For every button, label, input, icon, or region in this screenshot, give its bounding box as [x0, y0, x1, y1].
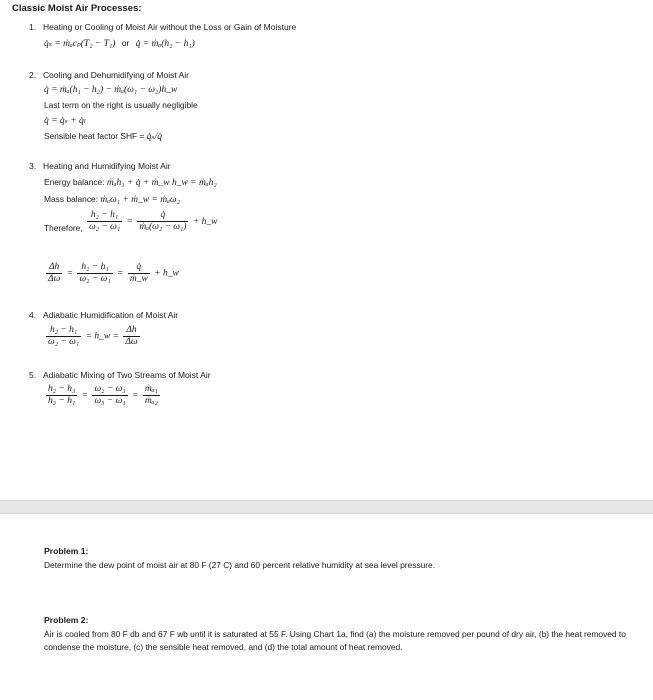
energy-balance: Energy balance: ṁₐh₁ + q̇ + ṁ_w h_w = ṁₐh₂ [44, 177, 217, 188]
sensible-heat-factor: Sensible heat factor SHF = q̇ₛ/q̇ [44, 131, 162, 142]
equation-cooling-dehumidifying: q̇ = ṁₐ(h₁ − h₂) − ṁₐ(ω₁ − ω₂)h_w [44, 85, 178, 95]
section-number: 1. [29, 22, 37, 32]
fraction: $\frac{\Delta h}{\Delta\omega}$ [48, 262, 61, 284]
fraction: $\frac{\text{h₂ − h₃}}{\text{h₃ − h₁}}$ [48, 384, 76, 406]
problem-2-heading: Problem 2: [44, 615, 89, 625]
page-divider [0, 500, 653, 514]
fraction: $\frac{\text{ω₂ − ω₃}}{\text{ω₃ − ω₁}}$ [94, 384, 126, 406]
fraction: $\frac{q̇}{\text{ṁ\_w}}$ [129, 262, 148, 284]
equation-total-heat: q̇ = q̇ₛ + q̇ₗ [44, 116, 87, 126]
adiabatic-mixing-equation: $\frac{\text{h₂ − h₃}}{\text{h₃ − h₁}}$ = $\frac{\text{ω₂ − ω₃}}{\text{ω₃ − ω₁}}$ = $\frac{\text{ṁₐ₁}}{\text{ṁₐ₂}}$ [48, 384, 158, 406]
adiabatic-humidification-equation: $\frac{\text{h₂ − h₁}}{\text{ω₂ − ω₁}}$ = h_w = $\frac{\Delta h}{\Delta\omega}$ [48, 325, 138, 347]
section-title: Heating or Cooling of Moist Air without the Loss or Gain of Moisture [43, 22, 297, 32]
fraction: $\frac{\text{h₂ − h₁}}{\text{ω₂ − ω₁}}$ [48, 325, 80, 347]
problem-1-text: Determine the dew point of moist air at 80 F (27 C) and 60 percent relative humidity at sea level pressure. [44, 560, 436, 570]
fraction: $\frac{\Delta h}{\Delta\omega}$ [125, 325, 138, 347]
equation-sensible-heat: q̇ₛ = ṁₐcₚ(T₂ − T₁) or q̇ = ṁₐ(h₂ − h₁) [44, 38, 195, 49]
fraction: $\frac{\text{ṁₐ₁}}{\text{ṁₐ₂}}$ [144, 384, 158, 406]
section-1-heading [29, 22, 296, 32]
fraction: $\frac{q̇}{\text{ṁₐ(ω₂ − ω₁)}}$ [139, 210, 187, 232]
problem-1-heading: Problem 1: [44, 546, 89, 556]
delta-equation: $\frac{\Delta h}{\Delta\omega}$ = $\frac{\text{h₂ − h₁}}{\text{ω₂ − ω₁}}$ = $\frac{q̇}{\text{ṁ\_w}}$ + h_w [48, 262, 179, 284]
page-title: Classic Moist Air Processes: [12, 3, 142, 14]
section-4-heading: 4. Adiabatic Humidification of Moist Air [29, 310, 179, 320]
section-2-heading: 2. Cooling and Dehumidifying of Moist Air [29, 70, 189, 80]
therefore-equation: Therefore, $\frac{\text{h₂ − h₁}}{\text{ω₂ − ω₁}}$ = $\frac{q̇}{\text{ṁₐ(ω₂ − ω₁)}}$ + h_w [44, 210, 218, 233]
section-3-heading: 3. Heating and Humidifying Moist Air [29, 161, 171, 171]
fraction: $\frac{\text{h₂ − h₁}}{\text{ω₂ − ω₁}}$ [79, 262, 111, 284]
mass-balance: Mass balance: ṁₐω₁ + ṁ_w = ṁₐω₂ [44, 194, 180, 205]
problem-2-text: Air is cooled from 80 F db and 67 F wb until it is saturated at 55 F. Using Chart 1a, find (a) the moisture removed per pound of dry air, (b) the heat removed to condense the moisture, (c) the sensible heat removed, and (d) the total amount of heat removed. [44, 629, 626, 652]
negligible-note: Last term on the right is usually negligible [44, 100, 198, 110]
fraction: $\frac{\text{h₂ − h₁}}{\text{ω₂ − ω₁}}$ [88, 210, 121, 232]
section-5-heading: 5. Adiabatic Mixing of Two Streams of Moist Air [29, 370, 211, 380]
